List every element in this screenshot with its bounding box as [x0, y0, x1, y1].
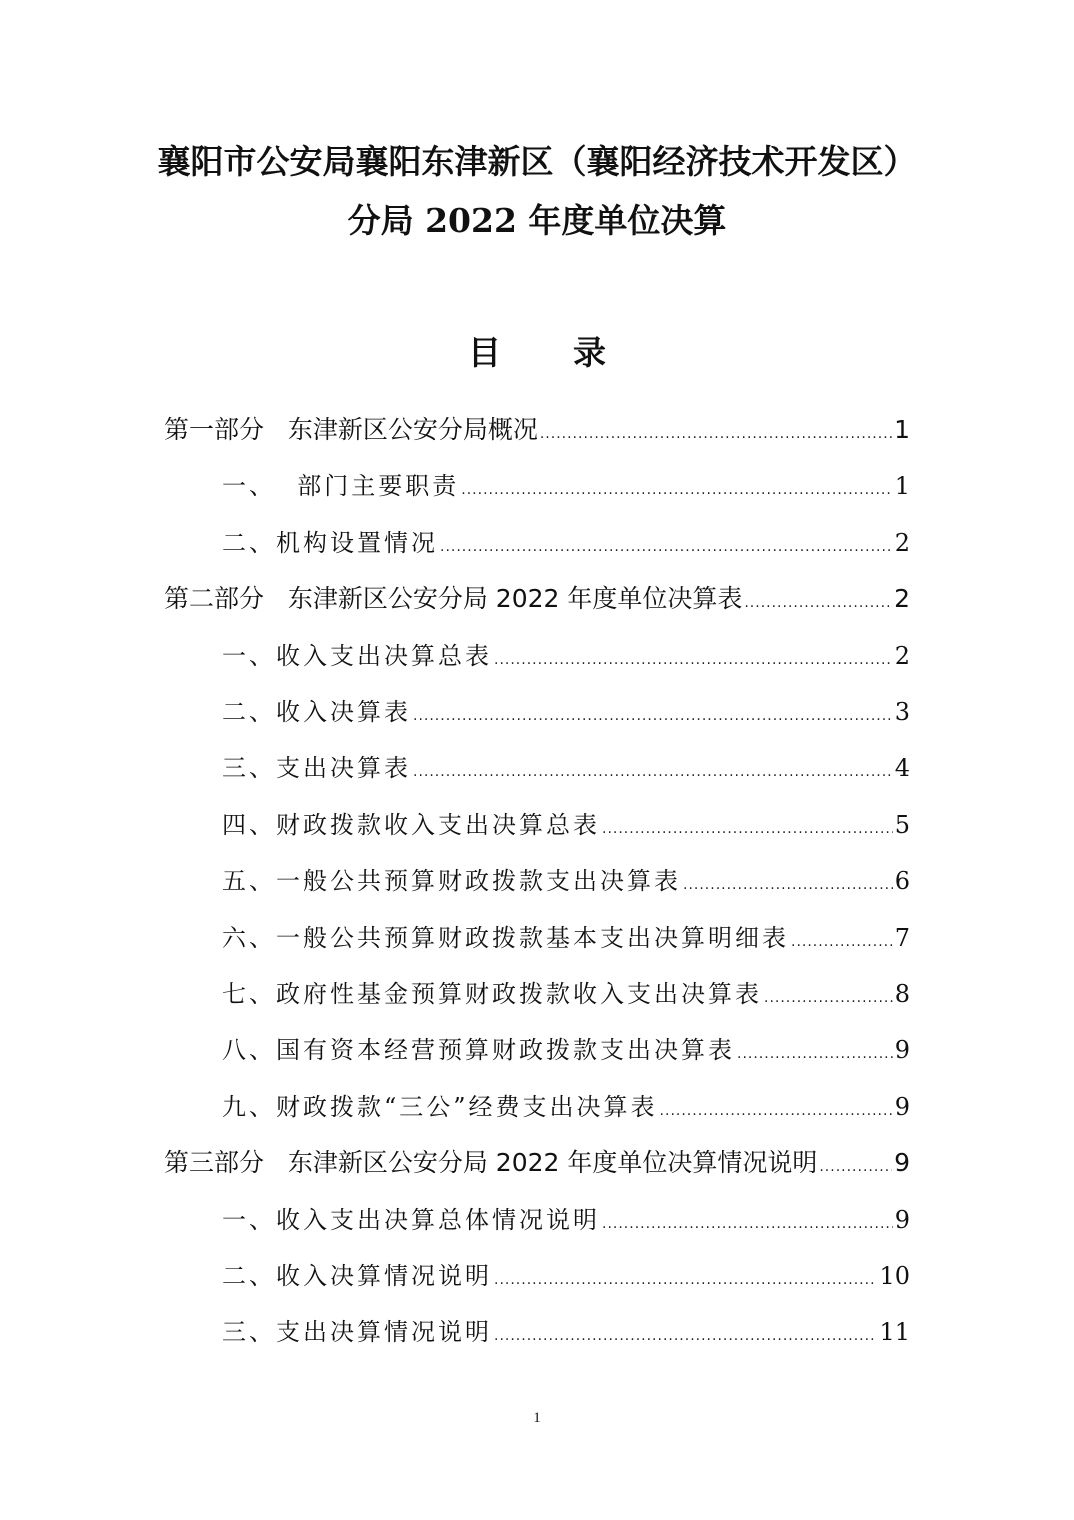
- toc-heading-char-2: 录: [573, 333, 606, 372]
- toc-dot-leader: [602, 1196, 893, 1252]
- toc-dot-leader: [791, 914, 893, 970]
- toc-entry-label: 四、财政拨款收入支出决算总表: [222, 810, 600, 839]
- toc-entry-page-number: 11: [879, 1318, 910, 1347]
- toc-entry-label: 九、财政拨款“三公”经费支出决算表: [222, 1092, 658, 1121]
- toc-entry-page-number: 3: [894, 698, 910, 726]
- toc-entry-page-number: 9: [894, 1205, 910, 1234]
- toc-section-entry[interactable]: [222, 740, 910, 796]
- toc-section-entry[interactable]: [222, 684, 910, 740]
- toc-section-entry[interactable]: [222, 1304, 910, 1360]
- toc-part-entry[interactable]: [164, 402, 910, 458]
- toc-entry-page-number: 9: [894, 1036, 910, 1065]
- toc-entry-page-number: 5: [894, 810, 910, 839]
- toc-entry-page-number: 7: [894, 923, 910, 952]
- toc-dot-leader: [744, 575, 892, 631]
- toc-entry-label: 二、机构设置情况: [222, 528, 438, 557]
- toc-entry-page-number: 9: [894, 1092, 910, 1121]
- toc-entry-page-number: 9: [894, 1148, 910, 1178]
- toc-entry-label: 一、收入支出决算总体情况说明: [222, 1205, 600, 1234]
- toc-entry-label: 一、 部门主要职责: [222, 472, 460, 501]
- toc-entry-page-number: 1: [894, 415, 910, 444]
- toc-entry-label: 六、一般公共预算财政拨款基本支出决算明细表: [222, 923, 789, 952]
- toc-entry-page-number: 2: [894, 641, 910, 670]
- toc-section-entry[interactable]: [222, 1079, 910, 1135]
- toc-part-entry[interactable]: [164, 571, 910, 627]
- toc-part-entry[interactable]: [164, 1135, 910, 1191]
- toc-section-entry[interactable]: [222, 515, 910, 571]
- toc-entry-label: 一、收入支出决算总表: [222, 641, 492, 670]
- toc-dot-leader: [764, 970, 893, 1026]
- toc-section-entry[interactable]: [222, 628, 910, 684]
- toc-dot-leader: [660, 1083, 893, 1139]
- toc-section-entry[interactable]: [222, 1248, 910, 1304]
- toc-entry-page-number: 6: [894, 867, 910, 896]
- toc-dot-leader: [602, 801, 893, 857]
- toc-dot-leader: [494, 1308, 877, 1364]
- toc-dot-leader: [494, 1252, 877, 1308]
- toc-dot-leader: [413, 744, 893, 800]
- toc-heading: [0, 327, 1074, 374]
- document-title-line-2: 分局 2022 年度单位决算: [347, 201, 727, 240]
- toc-heading-char-1: 目: [468, 333, 501, 372]
- toc-entry-label: 五、一般公共预算财政拨款支出决算表: [222, 867, 681, 896]
- toc-dot-leader: [819, 1139, 892, 1195]
- toc-entry-page-number: 8: [894, 980, 910, 1008]
- toc-dot-leader: [540, 406, 892, 462]
- toc-section-entry[interactable]: [222, 966, 910, 1022]
- toc-entry-label: 第二部分 东津新区公安分局 2022 年度单位决算表: [164, 584, 743, 614]
- toc-entry-label: 二、收入决算情况说明: [222, 1262, 492, 1290]
- toc-entry-label: 三、支出决算表: [222, 754, 411, 783]
- toc-dot-leader: [494, 632, 893, 688]
- toc-entry-page-number: 4: [894, 754, 910, 783]
- toc-entry-label: 三、支出决算情况说明: [222, 1318, 492, 1347]
- toc-entry-page-number: 1: [894, 472, 910, 501]
- toc-dot-leader: [413, 688, 893, 744]
- document-title-line-1: 襄阳市公安局襄阳东津新区（襄阳经济技术开发区）: [157, 142, 917, 181]
- toc-dot-leader: [737, 1026, 893, 1082]
- page-number: 1: [533, 1410, 541, 1426]
- toc-section-entry[interactable]: [222, 910, 910, 966]
- toc-dot-leader: [440, 519, 893, 575]
- toc-entry-page-number: 2: [894, 584, 910, 614]
- toc-entry-page-number: 2: [894, 528, 910, 557]
- toc-section-entry[interactable]: [222, 1022, 910, 1078]
- toc-dot-leader: [461, 462, 892, 518]
- toc-entry-label: 七、政府性基金预算财政拨款收入支出决算表: [222, 980, 762, 1008]
- toc-section-entry[interactable]: [222, 1192, 910, 1248]
- toc-section-entry[interactable]: [222, 797, 910, 853]
- toc-entry-label: 八、国有资本经营预算财政拨款支出决算表: [222, 1036, 735, 1065]
- toc-entry-label: 二、收入决算表: [222, 698, 411, 726]
- toc-entry-label: 第三部分 东津新区公安分局 2022 年度单位决算情况说明: [164, 1148, 818, 1178]
- toc-entry-label: 第一部分 东津新区公安分局概况: [164, 415, 538, 444]
- toc-dot-leader: [683, 857, 893, 913]
- toc-section-entry[interactable]: [222, 853, 910, 909]
- toc-section-entry[interactable]: [222, 458, 910, 514]
- toc-entry-page-number: 10: [879, 1262, 910, 1290]
